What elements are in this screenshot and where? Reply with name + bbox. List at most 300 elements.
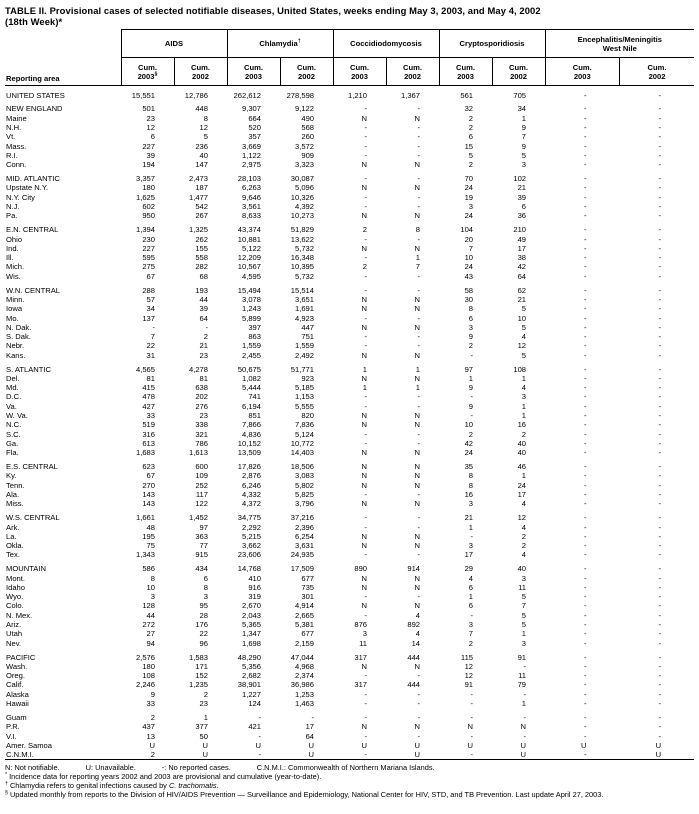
value-cell: 1 [468, 373, 474, 383]
reporting-area-cell: Ohio [6, 234, 23, 244]
table-row [5, 383, 694, 392]
reporting-area-cell: N. Dak. [6, 322, 32, 332]
value-cell: U [308, 740, 315, 750]
value-cell: - [364, 592, 368, 602]
value-cell: N [361, 661, 368, 671]
value-cell: 3 [203, 592, 208, 602]
table-row [5, 639, 694, 648]
value-cell: N [467, 722, 474, 732]
value-cell: 8 [468, 304, 474, 314]
value-cell: 8,633 [241, 211, 261, 221]
value-cell: - [658, 731, 662, 741]
value-cell: U [361, 740, 368, 750]
value-cell: 19 [464, 192, 474, 202]
value-cell: 914 [407, 564, 421, 574]
value-cell: - [584, 313, 587, 323]
reporting-area-cell: R.I. [6, 150, 18, 160]
value-cell: 28,103 [237, 174, 261, 184]
value-cell: N [414, 411, 421, 421]
value-cell: - [584, 629, 587, 639]
table-row [5, 160, 694, 169]
group-label: Coccidiodomycosis [350, 39, 422, 48]
value-cell: - [658, 550, 662, 560]
value-cell: 33 [146, 699, 155, 709]
value-cell: N [414, 448, 421, 458]
value-cell: 16,348 [290, 253, 315, 263]
value-cell: 7,866 [241, 420, 261, 430]
value-cell: 1,625 [135, 192, 155, 202]
value-cell: N [361, 211, 368, 221]
value-cell: - [584, 304, 587, 314]
value-cell: N [414, 541, 421, 551]
reporting-area-cell: Nebr. [6, 341, 25, 351]
value-cell: - [658, 638, 662, 648]
value-cell: - [658, 160, 662, 170]
value-cell: 2,670 [241, 601, 261, 611]
value-cell: N [361, 722, 368, 732]
value-cell: 43 [464, 271, 474, 281]
value-cell: - [658, 689, 662, 699]
value-cell: 15,494 [237, 285, 261, 295]
group-label-line2: West Nile [602, 43, 637, 53]
value-cell: - [584, 123, 587, 133]
value-cell: - [364, 253, 368, 263]
value-cell: 613 [142, 438, 155, 448]
value-cell: 317 [354, 652, 368, 662]
value-cell: U [520, 750, 527, 760]
value-cell: 876 [354, 620, 368, 630]
value-cell: - [658, 582, 662, 592]
value-cell: 1,253 [295, 689, 315, 699]
value-cell: 623 [142, 462, 155, 472]
value-cell: 22 [199, 629, 208, 639]
table-row [5, 532, 694, 541]
reporting-area-cell: Nev. [6, 638, 22, 648]
value-cell: 2 [468, 341, 474, 351]
table-row [5, 439, 694, 448]
value-cell: - [364, 132, 368, 142]
value-cell: 602 [142, 202, 155, 212]
value-cell: N [361, 350, 368, 360]
value-cell: 10 [464, 253, 474, 263]
table-row [5, 411, 694, 420]
value-cell: N [361, 160, 368, 170]
value-cell: N [414, 350, 421, 360]
table-row [5, 722, 694, 731]
value-cell: 108 [513, 364, 527, 374]
value-cell: 21 [464, 513, 474, 523]
reporting-area-cell: MOUNTAIN [6, 564, 46, 574]
value-cell: - [258, 731, 261, 741]
value-cell: 3,662 [241, 541, 261, 551]
value-cell: U [414, 750, 421, 760]
value-cell: - [658, 174, 662, 184]
value-cell: 751 [301, 332, 315, 342]
value-cell: 108 [142, 671, 155, 681]
reporting-area-cell: N.J. [6, 202, 20, 212]
table-row [5, 550, 694, 559]
value-cell: 397 [248, 322, 261, 332]
value-cell: - [523, 712, 527, 722]
value-cell: 4,968 [295, 661, 315, 671]
value-cell: 1,235 [188, 680, 208, 690]
table-row [5, 365, 694, 374]
value-cell: - [584, 499, 587, 509]
value-cell: 152 [195, 671, 208, 681]
reporting-area-cell: Del. [6, 373, 20, 383]
value-cell: 5,122 [241, 243, 261, 253]
value-cell: - [470, 712, 474, 722]
group-label: Cryptosporidiosis [459, 39, 525, 48]
group-header-coccidiodomycosis [333, 30, 439, 58]
value-cell: 17 [305, 722, 315, 732]
value-cell: 7 [150, 332, 155, 342]
value-cell: - [364, 285, 368, 295]
table-row [5, 211, 694, 220]
value-cell: U [255, 740, 261, 750]
value-cell: N [361, 411, 368, 421]
value-cell: - [658, 420, 662, 430]
column-header-cum-2002: Cum. 2002 [620, 58, 695, 86]
value-cell: N [414, 582, 421, 592]
value-cell: - [584, 731, 587, 741]
value-cell: N [414, 373, 421, 383]
value-cell: 5,732 [295, 271, 315, 281]
value-cell: - [658, 480, 662, 490]
table-row [5, 193, 694, 202]
column-header-cum-2003: Cum. 2003§ [121, 58, 174, 86]
value-cell: - [417, 592, 421, 602]
value-cell: 9,122 [295, 104, 315, 114]
value-cell: 519 [142, 420, 155, 430]
reporting-area-cell: S.C. [6, 429, 21, 439]
value-cell: 11 [518, 671, 527, 681]
value-cell: 43,374 [237, 225, 261, 235]
value-cell: 117 [195, 490, 208, 500]
table-row [5, 471, 694, 480]
value-cell: 20 [464, 234, 474, 244]
value-cell: 6,254 [295, 531, 315, 541]
value-cell: - [584, 582, 587, 592]
reporting-area-cell: Ga. [6, 438, 19, 448]
value-cell: - [658, 531, 662, 541]
value-cell: 282 [195, 262, 208, 272]
value-cell: 664 [248, 113, 261, 123]
value-cell: 12 [199, 123, 208, 133]
value-cell: 4,595 [241, 271, 261, 281]
value-cell: 276 [195, 401, 208, 411]
value-cell: N [361, 183, 368, 193]
value-cell: 357 [248, 132, 261, 142]
reporting-area-cell: Ind. [6, 243, 19, 253]
column-header-cum-2002: Cum. 2002 [386, 58, 439, 86]
value-cell: 44 [199, 294, 208, 304]
value-cell: N [361, 480, 368, 490]
value-cell: - [658, 471, 662, 481]
value-cell: - [364, 429, 368, 439]
value-cell: 2 [362, 225, 368, 235]
value-cell: 4 [415, 610, 421, 620]
value-cell: N [361, 304, 368, 314]
value-cell: 39 [199, 304, 208, 314]
value-cell: 5 [521, 610, 527, 620]
value-cell: N [414, 183, 421, 193]
value-cell: - [584, 183, 587, 193]
value-cell: 1 [468, 522, 474, 532]
value-cell: 1,559 [241, 341, 261, 351]
value-cell: 70 [464, 174, 474, 184]
value-cell: - [584, 192, 587, 202]
value-cell: - [470, 411, 474, 421]
value-cell: 638 [195, 383, 208, 393]
value-cell: 7,836 [295, 420, 315, 430]
value-cell: 51,771 [290, 364, 315, 374]
value-cell: 1,477 [188, 192, 208, 202]
value-cell: 81 [199, 373, 208, 383]
value-cell: 2 [521, 429, 527, 439]
value-cell: 236 [195, 141, 208, 151]
value-cell: 600 [195, 462, 208, 472]
value-cell: - [258, 750, 261, 760]
value-cell: 3,357 [135, 174, 155, 184]
value-cell: - [584, 522, 587, 532]
reporting-area-cell: Alaska [6, 689, 29, 699]
value-cell: - [584, 610, 587, 620]
value-cell: 12 [146, 123, 155, 133]
value-cell: 6 [521, 202, 527, 212]
value-cell: - [658, 712, 662, 722]
value-cell: 47,044 [290, 652, 315, 662]
table-row [5, 499, 694, 508]
value-cell: 48,290 [237, 652, 261, 662]
value-cell: 22 [146, 341, 155, 351]
value-cell: 7 [468, 243, 474, 253]
value-cell: 23,606 [237, 550, 261, 560]
reporting-area-cell: Wyo. [6, 592, 24, 602]
value-cell: - [658, 332, 662, 342]
value-cell: 3 [468, 499, 474, 509]
value-cell: 1,583 [188, 652, 208, 662]
value-cell: - [658, 262, 662, 272]
value-cell: 9,307 [241, 104, 261, 114]
value-cell: N [414, 322, 421, 332]
value-cell: U [308, 750, 315, 760]
value-cell: 14,768 [237, 564, 261, 574]
value-cell: 501 [142, 104, 155, 114]
value-cell: - [658, 438, 662, 448]
value-cell: 1,691 [295, 304, 315, 314]
value-cell: - [584, 490, 587, 500]
value-cell: 39 [146, 150, 155, 160]
table-row [5, 583, 694, 592]
value-cell: - [658, 592, 662, 602]
disease-table [5, 29, 694, 760]
footnotes [5, 764, 694, 800]
value-cell: 851 [248, 411, 261, 421]
value-cell: - [523, 689, 527, 699]
value-cell: N [414, 294, 421, 304]
value-cell: - [658, 271, 662, 281]
value-cell: - [584, 262, 587, 272]
value-cell: 2,455 [241, 350, 261, 360]
value-cell: - [584, 541, 587, 551]
reporting-area-cell: UNITED STATES [6, 90, 65, 100]
table-row [5, 351, 694, 360]
value-cell: 3 [521, 392, 527, 402]
value-cell: 5 [521, 592, 527, 602]
reporting-area-cell: Ill. [6, 253, 14, 263]
value-cell: 143 [142, 499, 155, 509]
value-cell: 275 [142, 262, 155, 272]
table-row [5, 262, 694, 271]
value-cell: - [658, 364, 662, 374]
table-row [5, 272, 694, 281]
value-cell: - [658, 294, 662, 304]
value-cell: - [658, 350, 662, 360]
value-cell: 542 [195, 202, 208, 212]
value-cell: - [584, 160, 587, 170]
value-cell: - [584, 202, 587, 212]
value-cell: 97 [464, 364, 474, 374]
value-cell: 1 [468, 592, 474, 602]
value-cell: - [584, 420, 587, 430]
reporting-area-cell: Vt. [6, 132, 16, 142]
value-cell: - [584, 271, 587, 281]
reporting-area-cell: N. Mex. [6, 610, 33, 620]
value-cell: 2,492 [295, 350, 315, 360]
value-cell: 677 [301, 629, 315, 639]
value-cell: 14 [411, 638, 421, 648]
table-row [5, 114, 694, 123]
value-cell: - [658, 499, 662, 509]
value-cell: - [364, 174, 368, 184]
value-cell: 1 [521, 113, 527, 123]
value-cell: - [658, 601, 662, 611]
value-cell: - [417, 174, 421, 184]
value-cell: - [364, 522, 368, 532]
value-cell: - [364, 689, 368, 699]
value-cell: 4,923 [295, 313, 315, 323]
table-title [5, 5, 694, 27]
value-cell: 91 [517, 652, 527, 662]
table-row [5, 741, 694, 750]
value-cell: - [584, 573, 587, 583]
value-cell: N [361, 243, 368, 253]
value-cell: 1 [521, 411, 527, 421]
value-cell: - [658, 699, 662, 709]
table-row [5, 629, 694, 638]
value-cell: 1,613 [188, 448, 208, 458]
value-cell: 30,087 [290, 174, 315, 184]
value-cell: - [658, 610, 662, 620]
value-cell: N [361, 499, 368, 509]
value-cell: - [658, 304, 662, 314]
reporting-area-cell: Iowa [6, 304, 23, 314]
value-cell: 410 [248, 573, 261, 583]
value-cell: 6,194 [241, 401, 261, 411]
value-cell: 15 [464, 141, 474, 151]
value-cell: - [658, 652, 662, 662]
table-row [5, 690, 694, 699]
value-cell: 3,669 [241, 141, 261, 151]
value-cell: 1,343 [135, 550, 155, 560]
value-cell: 1 [521, 373, 527, 383]
value-cell: - [417, 341, 421, 351]
value-cell: 46 [517, 462, 527, 472]
value-cell: - [584, 174, 587, 184]
value-cell: 288 [142, 285, 155, 295]
table-row [5, 244, 694, 253]
table-row [5, 225, 694, 234]
value-cell: 109 [195, 471, 208, 481]
value-cell: 79 [517, 680, 527, 690]
value-cell: - [417, 234, 421, 244]
table-row [5, 235, 694, 244]
reporting-area-cell: Miss. [6, 499, 24, 509]
value-cell: - [584, 564, 587, 574]
value-cell: 270 [142, 480, 155, 490]
value-cell: 4 [521, 332, 527, 342]
value-cell: - [523, 661, 527, 671]
value-cell: - [584, 620, 587, 630]
value-cell: 1,559 [295, 341, 315, 351]
group-header-row [5, 30, 694, 58]
value-cell: - [470, 392, 474, 402]
value-cell: 39 [517, 192, 527, 202]
value-cell: 48 [146, 522, 155, 532]
value-cell: - [584, 429, 587, 439]
value-cell: 75 [146, 541, 155, 551]
value-cell: 34 [517, 104, 527, 114]
value-cell: 3 [521, 160, 527, 170]
value-cell: 8 [150, 573, 155, 583]
value-cell: 3 [468, 541, 474, 551]
value-cell: - [584, 638, 587, 648]
value-cell: 8 [203, 582, 208, 592]
value-cell: - [364, 490, 368, 500]
value-cell: - [658, 462, 662, 472]
value-cell: 427 [142, 401, 155, 411]
value-cell: - [658, 150, 662, 160]
value-cell: 210 [513, 225, 527, 235]
table-row [5, 523, 694, 532]
value-cell: - [584, 243, 587, 253]
value-cell: N [414, 420, 421, 430]
reporting-area-cell: S. Dak. [6, 332, 31, 342]
reporting-area-cell: Ark. [6, 522, 20, 532]
value-cell: 4 [521, 522, 527, 532]
value-cell: 17 [517, 243, 527, 253]
value-cell: 2,576 [135, 652, 155, 662]
value-cell: 34,775 [237, 513, 261, 523]
column-header-cum-2002: Cum. 2002 [492, 58, 545, 86]
reporting-area-cell: Md. [6, 383, 19, 393]
value-cell: 30 [464, 294, 474, 304]
value-cell: 4,278 [188, 364, 208, 374]
value-cell: U [655, 750, 662, 760]
value-cell: 9 [468, 383, 474, 393]
value-cell: - [364, 671, 368, 681]
value-cell: 3,561 [241, 202, 261, 212]
value-cell: - [364, 150, 368, 160]
value-cell: 227 [142, 141, 155, 151]
value-cell: 2 [150, 750, 155, 760]
value-cell: N [361, 573, 368, 583]
value-cell: - [364, 731, 368, 741]
value-cell: 17 [464, 550, 474, 560]
value-cell: 478 [142, 392, 155, 402]
reporting-area-cell: Kans. [6, 350, 26, 360]
